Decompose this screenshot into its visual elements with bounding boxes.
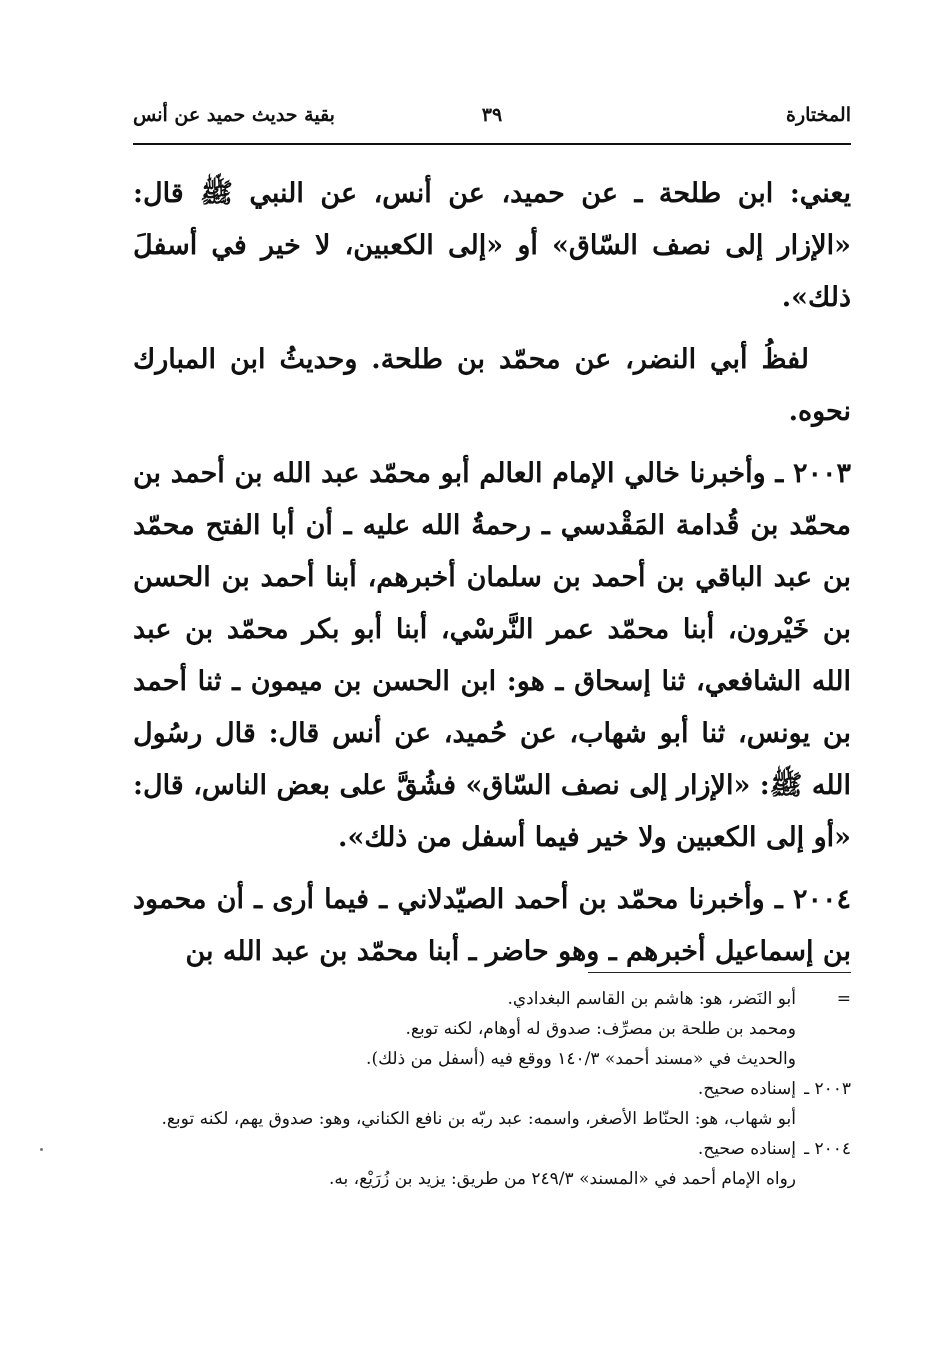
footnote-text: أبو شهاب، هو: الحنّاط الأصغر، واسمه: عبد ربّه بن نافع الكناني، وهو: صدوق يهم، لكنه توبع. [161, 1109, 796, 1129]
footnote-divider [588, 972, 851, 973]
footnote-line [133, 1014, 851, 1044]
paragraph-hadith-continuation: يعني: ابن طلحة ـ عن حميد، عن أنس، عن النبي ﷺ قال: «الإزار إلى نصف السّاق» أو «إلى الكعبين، لا خير في أسفلَ ذلك». [133, 178, 851, 313]
footnotes [133, 984, 851, 1194]
header-section-title: بقية حديث حميد عن أنس [133, 104, 335, 126]
footnote-line [133, 1164, 851, 1194]
footnote-text: إسناده صحيح. [697, 1079, 796, 1099]
footnote-text: رواه الإمام أحمد في «المسند» ٢٤٩/٣ من طريق: يزيد بن زُرَيْع، به. [329, 1169, 796, 1189]
continuation-mark: = [836, 989, 851, 1009]
running-header [133, 100, 851, 136]
scan-speck [40, 1148, 43, 1151]
header-divider [133, 143, 851, 145]
main-text [133, 168, 851, 988]
footnote-number: ٢٠٠٣ ـ [804, 1079, 851, 1099]
footnote-text: أبو النَضر، هو: هاشم بن القاسم البغدادي. [507, 989, 796, 1009]
footnote-text: والحديث في «مسند أحمد» ١٤٠/٣ ووقع فيه (أسفل من ذلك). [366, 1049, 796, 1069]
page-number: ٣٩ [481, 104, 503, 126]
paragraph-hadith-2004: ٢٠٠٤ ـ وأخبرنا محمّد بن أحمد الصيّدلاني ـ فيما أرى ـ أن محمود بن إسماعيل أخبرهم ـ وهو حاضر ـ أبنا محمّد بن عبد الله بن [133, 884, 851, 967]
footnote-line [133, 1044, 851, 1074]
footnote-number: ٢٠٠٤ ـ [804, 1139, 851, 1159]
paragraph-wording-note: لفظُ أبي النضر، عن محمّد بن طلحة. وحديثُ ابن المبارك نحوه. [133, 344, 851, 427]
paragraph-hadith-2003: ٢٠٠٣ ـ وأخبرنا خالي الإمام العالم أبو محمّد عبد الله بن أحمد بن محمّد بن قُدامة المَقْدسي ـ رحمةُ الله عليه ـ أن أبا الفتح محمّد بن عبد الباقي بن أحمد بن سلمان أخبرهم، أبنا أحمد بن الحسن بن خَيْرون، أبنا محمّد عمر النَّرسْي، أبنا أبو بكر محمّد بن عبد الله الشافعي، ثنا إسحاق ـ هو: ابن الحسن بن ميمون ـ ثنا أحمد بن يونس، ثنا أبو شهاب، عن حُميد، عن أنس قال: قال رسُول الله ﷺ: «الإزار إلى نصف السّاق» فشُقَّ على بعض الناس، قال: «أو إلى الكعبين ولا خير فيما أسفل من ذلك». [133, 458, 851, 853]
footnote-text: إسناده صحيح. [697, 1139, 796, 1159]
footnote-text: ومحمد بن طلحة بن مصرِّف: صدوق له أوهام، لكنه توبع. [405, 1019, 796, 1039]
footnote-line [133, 984, 851, 1014]
footnote-2003 [133, 1074, 851, 1104]
footnote-line [133, 1104, 851, 1134]
header-book-title: المختارة [786, 104, 851, 126]
footnote-2004 [133, 1134, 851, 1164]
